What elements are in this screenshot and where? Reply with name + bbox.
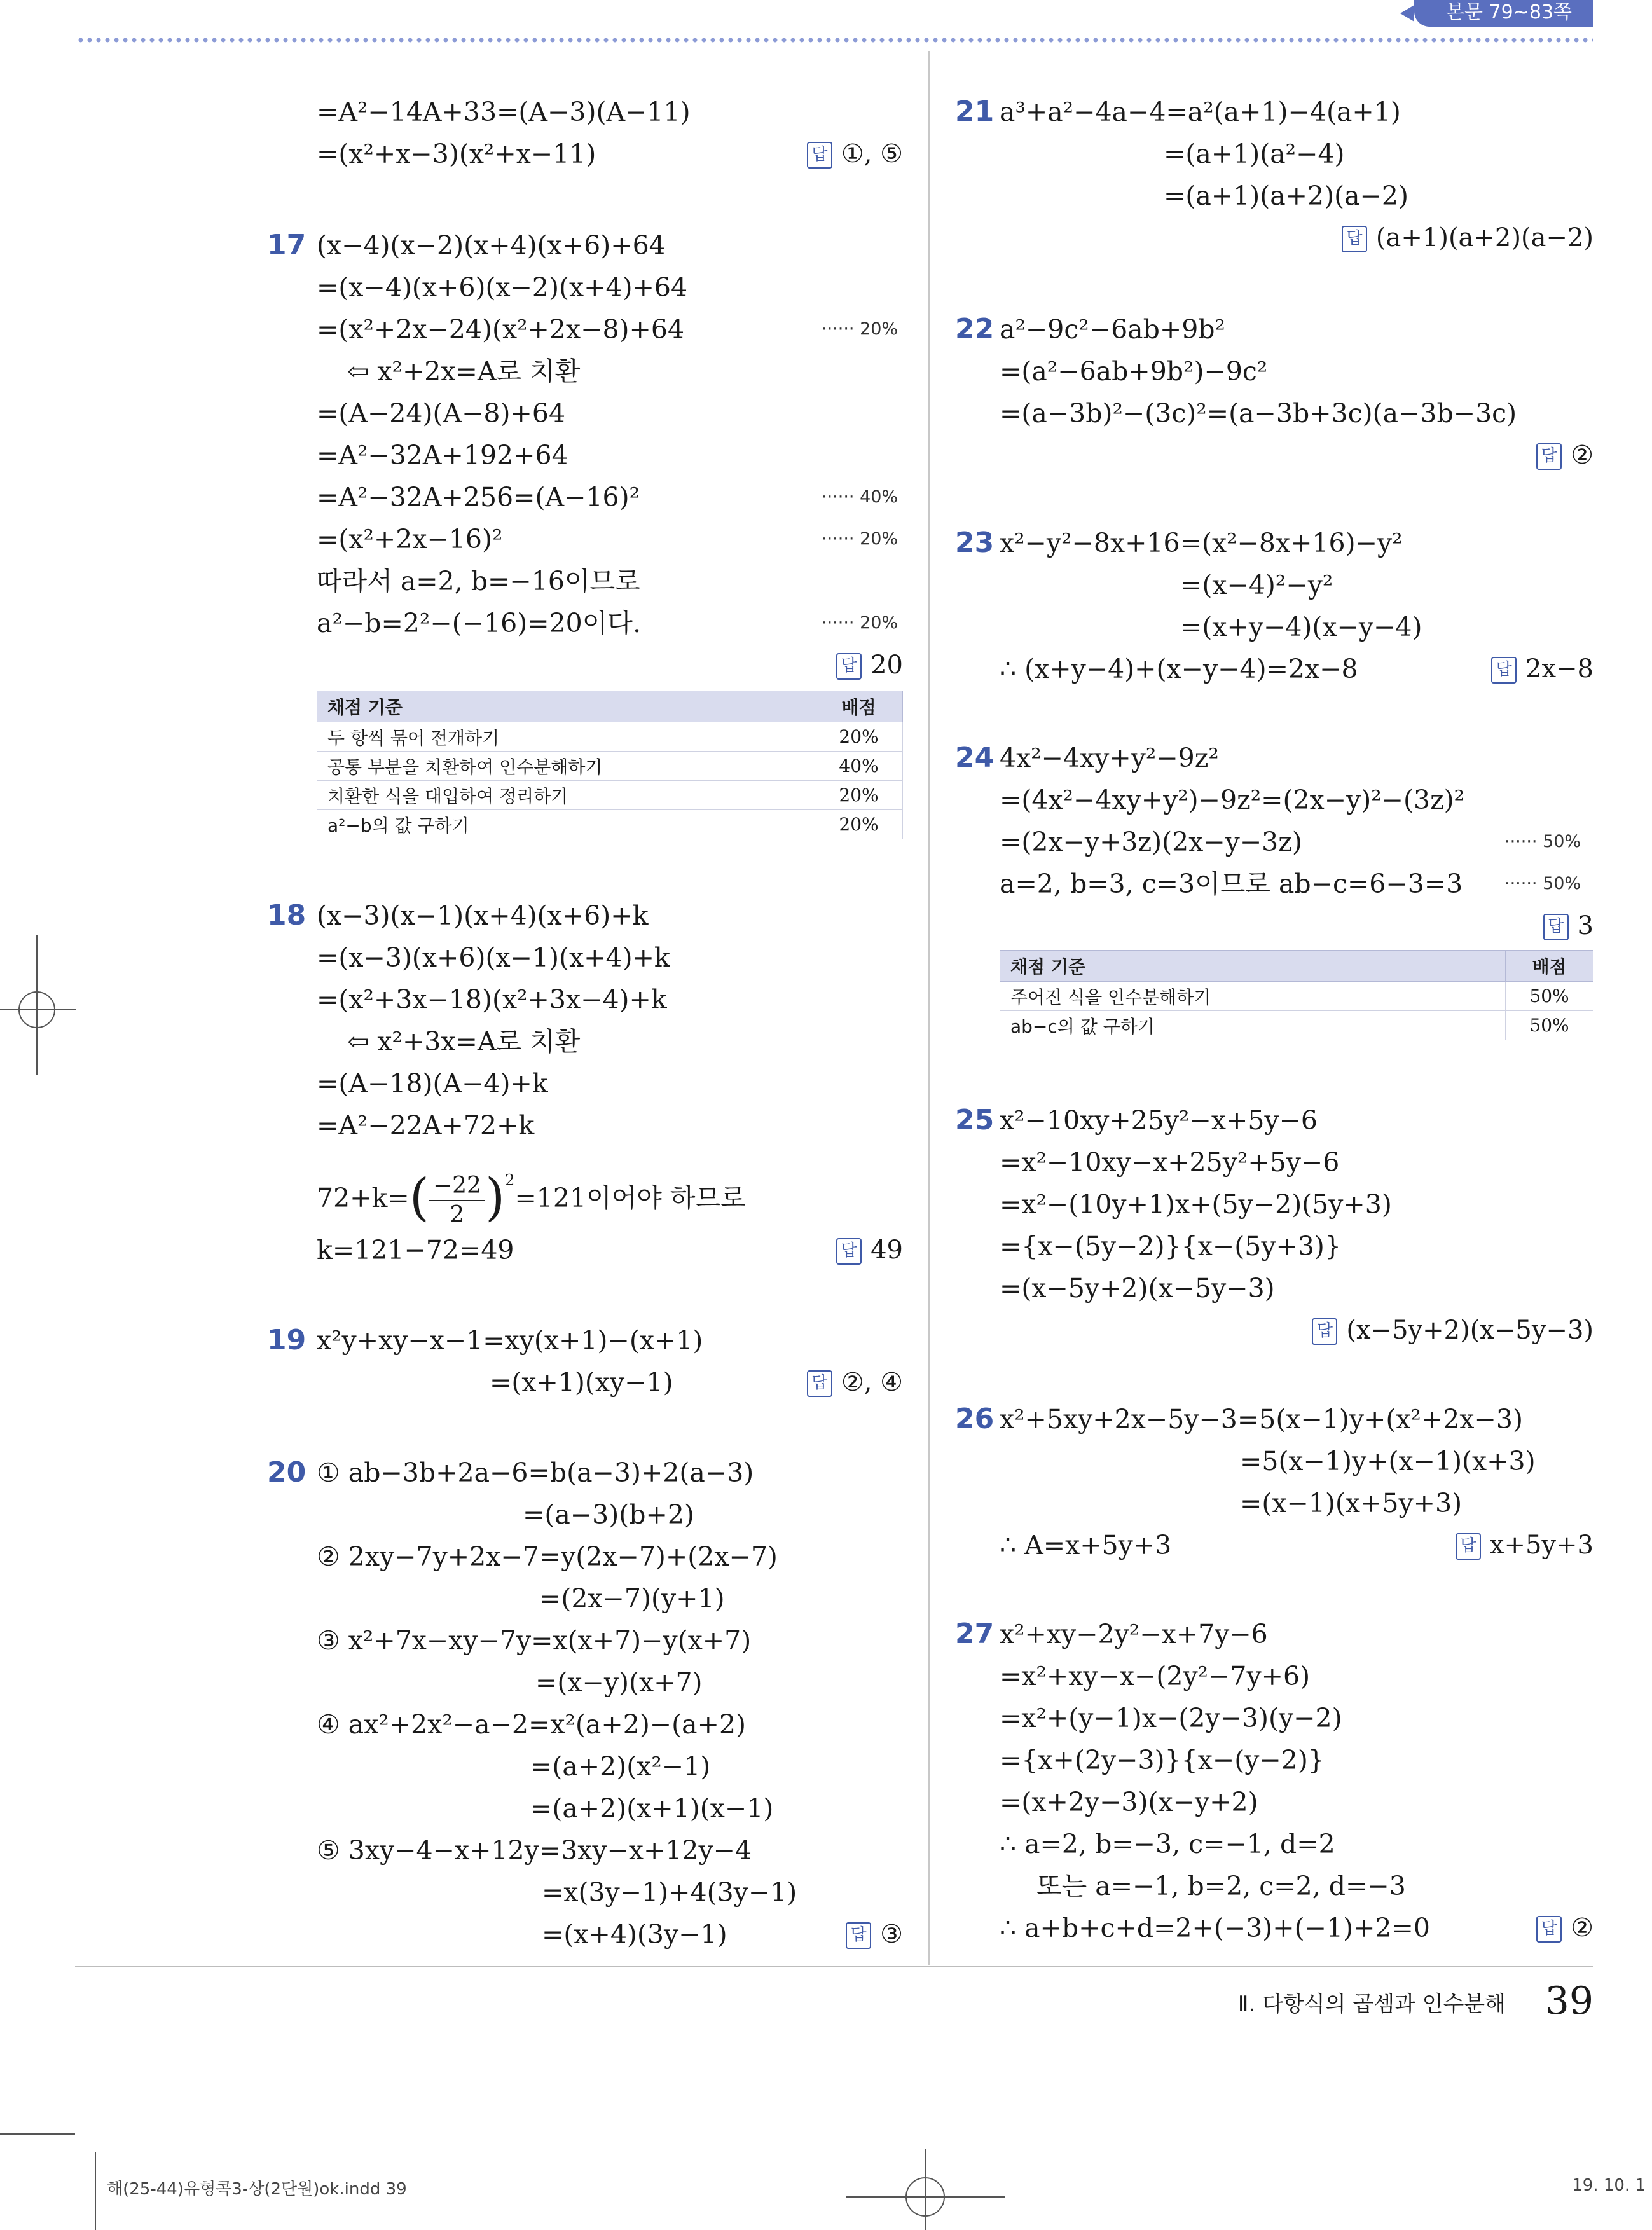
dotted-rule <box>76 37 1593 43</box>
math-line: =5(x−1)y+(x−1)(x+3) <box>1240 1446 1536 1476</box>
math-line: (x−4)(x−2)(x+4)(x+6)+64 <box>317 230 666 261</box>
chapter-title: Ⅱ. 다항식의 곱셈과 인수분해 <box>1237 1992 1506 2017</box>
math-line: ∴ A=x+5y+3 <box>1000 1530 1172 1560</box>
math-line: =(A−24)(A−8)+64 <box>317 398 566 429</box>
answer-mark: 답 <box>836 653 862 680</box>
answer: 답 x+5y+3 <box>1456 1529 1593 1562</box>
math-line: =(x²+x−3)(x²+x−11) <box>317 139 596 169</box>
problem-number: 19 <box>267 1324 306 1356</box>
math-line: ={x+(2y−3)}{x−(y−2)} <box>1000 1745 1325 1775</box>
math-line: =x(3y−1)+4(3y−1) <box>542 1877 797 1908</box>
math-line: =(a−3)(b+2) <box>523 1499 694 1530</box>
math-line: k=121−72=49 <box>317 1235 514 1265</box>
answer-mark: 답 <box>1536 1916 1562 1943</box>
math-line: =x²−10xy−x+25y²+5y−6 <box>1000 1147 1340 1178</box>
math-line: =(x−4)²−y² <box>1180 570 1333 600</box>
answer-mark: 답 <box>1543 914 1569 940</box>
scoring-table <box>317 691 903 839</box>
page-range-tab: 본문 79~83쪽 <box>1414 0 1593 27</box>
math-line: ④ ax²+2x²−a−2=x²(a+2)−(a+2) <box>317 1709 747 1740</box>
answer: 답 ③ <box>846 1918 903 1951</box>
table-row: ab−c의 값 구하기 50% <box>1000 1011 1593 1040</box>
answer-mark: 답 <box>836 1238 862 1265</box>
answer-mark: 답 <box>1491 657 1517 684</box>
math-line: =(x²+3x−18)(x²+3x−4)+k <box>317 984 667 1015</box>
math-line: x²−y²−8x+16=(x²−8x+16)−y² <box>1000 528 1403 558</box>
score-percent: ······ 20% <box>822 319 898 339</box>
answer-mark: 답 <box>807 142 832 169</box>
math-line: =(x²+2x−16)² <box>317 524 503 554</box>
math-line: ={x−(5y−2)}{x−(5y+3)} <box>1000 1231 1342 1262</box>
table-header: 배점 <box>815 691 903 722</box>
math-line: a=2, b=3, c=3이므로 ab−c=6−3=3 <box>1000 869 1463 899</box>
math-line: =(a²−6ab+9b²)−9c² <box>1000 356 1268 387</box>
math-line: ∴ a=2, b=−3, c=−1, d=2 <box>1000 1829 1335 1859</box>
math-line: =(a+1)(a+2)(a−2) <box>1164 181 1408 211</box>
problem-number: 17 <box>267 229 306 261</box>
math-line: x²+5xy+2x−5y−3=5(x−1)y+(x²+2x−3) <box>1000 1404 1523 1435</box>
footer-rule <box>75 1966 1593 1967</box>
table-header: 배점 <box>1506 951 1593 982</box>
answer-mark: 답 <box>807 1370 832 1397</box>
problem-number: 20 <box>267 1456 306 1489</box>
math-line: ⇦ x²+2x=A로 치환 <box>347 356 581 387</box>
score-percent: ······ 40% <box>822 487 898 507</box>
math-line: =(a+2)(x+1)(x−1) <box>530 1793 774 1824</box>
math-line: =(a+1)(a²−4) <box>1164 139 1345 169</box>
answer-mark: 답 <box>1312 1318 1337 1345</box>
print-date-label: 19. 10. 1 <box>1572 2176 1646 2195</box>
math-line: =(x−3)(x+6)(x−1)(x+4)+k <box>317 942 670 973</box>
math-line: =(a+2)(x²−1) <box>530 1751 711 1782</box>
math-line: =(x−y)(x+7) <box>535 1667 703 1698</box>
answer: 답 49 <box>836 1234 903 1267</box>
math-line: =(4x²−4xy+y²)−9z²=(2x−y)²−(3z)² <box>1000 785 1465 815</box>
score-percent: ······ 50% <box>1504 832 1581 851</box>
problem-number: 21 <box>955 95 995 128</box>
math-line: =A²−32A+192+64 <box>317 440 568 471</box>
math-line: ∴ a+b+c+d=2+(−3)+(−1)+2=0 <box>1000 1913 1430 1943</box>
math-line: =(x−4)(x+6)(x−2)(x+4)+64 <box>317 272 688 303</box>
math-line: x²y+xy−x−1=xy(x+1)−(x+1) <box>317 1325 703 1356</box>
math-line: 또는 a=−1, b=2, c=2, d=−3 <box>1036 1871 1406 1901</box>
math-line: 따라서 a=2, b=−16이므로 <box>317 566 640 596</box>
math-line: =A²−32A+256=(A−16)² <box>317 482 640 513</box>
page-number: 39 <box>1545 1979 1593 2023</box>
answer: 답 20 <box>836 649 903 682</box>
math-line: =(2x−7)(y+1) <box>539 1583 725 1614</box>
table-header: 채점 기준 <box>317 691 815 722</box>
score-percent: ······ 20% <box>822 529 898 549</box>
math-line: =A²−14A+33=(A−3)(A−11) <box>317 97 691 127</box>
answer: 답 ② <box>1536 1911 1593 1944</box>
math-line: (x−3)(x−1)(x+4)(x+6)+k <box>317 900 649 931</box>
math-line: =(x−5y+2)(x−5y−3) <box>1000 1273 1275 1304</box>
table-row: 주어진 식을 인수분해하기 50% <box>1000 982 1593 1011</box>
answer: 답 3 <box>1543 909 1593 942</box>
score-percent: ······ 50% <box>1504 874 1581 893</box>
table-row: a²−b의 값 구하기 20% <box>317 810 903 839</box>
problem-number: 24 <box>955 741 995 774</box>
registration-mark-icon <box>0 935 76 1075</box>
answer-mark: 답 <box>1342 226 1367 252</box>
math-line: =x²+(y−1)x−(2y−3)(y−2) <box>1000 1703 1342 1733</box>
math-line: 4x²−4xy+y²−9z² <box>1000 743 1219 773</box>
math-line: x²+xy−2y²−x+7y−6 <box>1000 1619 1268 1649</box>
math-line: a²−9c²−6ab+9b² <box>1000 314 1225 345</box>
math-line: x²−10xy+25y²−x+5y−6 <box>1000 1105 1318 1136</box>
table-row: 두 항씩 묶어 전개하기 20% <box>317 722 903 752</box>
problem-number: 22 <box>955 313 995 345</box>
answer-mark: 답 <box>1456 1533 1481 1560</box>
problem-number: 23 <box>955 527 995 559</box>
problem-number: 18 <box>267 899 306 932</box>
table-header: 채점 기준 <box>1000 951 1506 982</box>
math-line: =(x+4)(3y−1) <box>542 1919 727 1950</box>
column-divider <box>928 51 930 1965</box>
answer: 답 2x−8 <box>1491 652 1593 685</box>
math-line: =x²−(10y+1)x+(5y−2)(5y+3) <box>1000 1189 1392 1220</box>
fraction-line: 72+k=( $\frac{-22}{2}$ )$^2$=121이어야 하므로 <box>317 1167 746 1228</box>
registration-mark-icon <box>846 2137 1005 2230</box>
answer: 답 (x−5y+2)(x−5y−3) <box>1312 1314 1593 1347</box>
scoring-table <box>1000 950 1593 1040</box>
answer: 답 (a+1)(a+2)(a−2) <box>1342 221 1593 254</box>
crop-mark-icon <box>0 2124 102 2230</box>
problem-number: 27 <box>955 1618 995 1650</box>
table-row: 치환한 식을 대입하여 정리하기 20% <box>317 781 903 810</box>
answer: 답 ② <box>1536 439 1593 472</box>
math-line: =(x−1)(x+5y+3) <box>1240 1488 1463 1518</box>
math-line: =(A−18)(A−4)+k <box>317 1068 548 1099</box>
table-row: 공통 부분을 치환하여 인수분해하기 40% <box>317 752 903 781</box>
math-line: ③ x²+7x−xy−7y=x(x+7)−y(x+7) <box>317 1625 752 1656</box>
problem-number: 26 <box>955 1403 995 1435</box>
math-line: ⇦ x²+3x=A로 치환 <box>347 1026 581 1057</box>
answer: 답 ②, ④ <box>807 1366 903 1399</box>
math-line: a³+a²−4a−4=a²(a+1)−4(a+1) <box>1000 97 1401 127</box>
answer-mark: 답 <box>1536 443 1562 470</box>
math-line: a²−b=2²−(−16)=20이다. <box>317 608 641 638</box>
problem-number: 25 <box>955 1104 995 1136</box>
math-line: ∴ (x+y−4)+(x−y−4)=2x−8 <box>1000 654 1358 684</box>
math-line: =x²+xy−x−(2y²−7y+6) <box>1000 1661 1311 1691</box>
math-line: =(2x−y+3z)(2x−y−3z) <box>1000 827 1302 857</box>
print-file-label: 해(25-44)유형콕3-상(2단원)ok.indd 39 <box>107 2180 407 2199</box>
answer-mark: 답 <box>846 1922 871 1949</box>
math-line: =(x+2y−3)(x−y+2) <box>1000 1787 1258 1817</box>
math-line: =(x²+2x−24)(x²+2x−8)+64 <box>317 314 685 345</box>
score-percent: ······ 20% <box>822 613 898 633</box>
math-line: =(x+y−4)(x−y−4) <box>1180 612 1422 642</box>
math-line: ① ab−3b+2a−6=b(a−3)+2(a−3) <box>317 1457 754 1488</box>
math-line: =(x+1)(xy−1) <box>490 1367 673 1398</box>
math-line: ② 2xy−7y+2x−7=y(2x−7)+(2x−7) <box>317 1541 778 1572</box>
math-line: ⑤ 3xy−4−x+12y=3xy−x+12y−4 <box>317 1835 752 1866</box>
math-line: =(a−3b)²−(3c)²=(a−3b+3c)(a−3b−3c) <box>1000 398 1517 429</box>
math-line: =A²−22A+72+k <box>317 1110 535 1141</box>
answer: 답 ①, ⑤ <box>807 137 903 170</box>
